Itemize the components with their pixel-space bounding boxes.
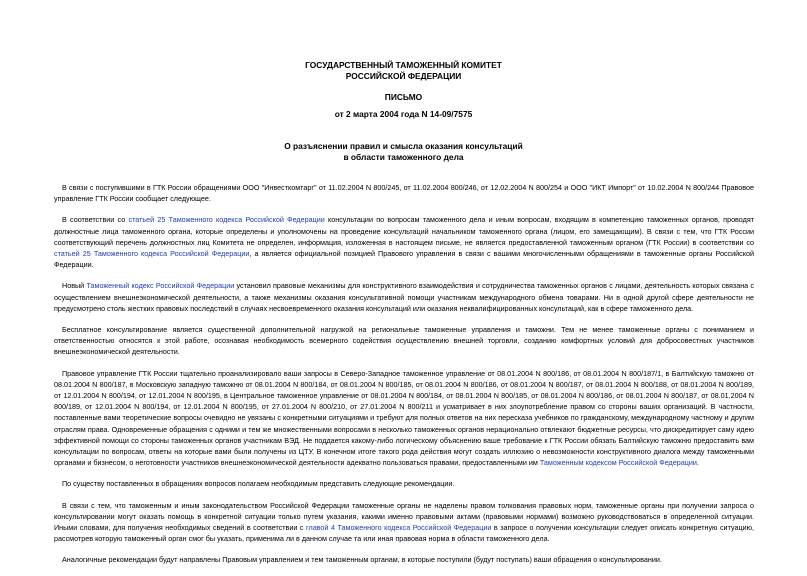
paragraph-3-text-b: установил правовые механизмы для конструктивного взаимодействия и сотрудничества таможенных органов с лицами, деятельность которых связана с осуществлением внешнеэкономической деятельности, а также механизмы оказания консультативной помощи участникам международного обмена товарами. Ни в одной другой сфере деятельности не предусмотрено столь жестких правовых последствий в случаях несвоевременного оказания консультаций или оказания неквалифицированных консультаций, как в сфере таможенного дела. bbox=[54, 281, 754, 313]
paragraph-8: Аналогичные рекомендации будут направлены Правовым управлением и тем таможенным органам, в которые поступили (будут поступать) ваши обращения о консультировании. bbox=[62, 555, 662, 565]
link-customs-code[interactable]: Таможенный кодекс Российской Федерации bbox=[86, 281, 235, 291]
paragraph-1: В связи с поступившими в ГТК России обращениями ООО "Инвесткомтарг" от 11.02.2004 N 800/245, от 11.02.2004 800/246, от 12.02.2004 N 800/254 и ООО "ИКТ Импорт" от 10.02.2004 N 800/244 Правовое управление ГТК России сообщает следующее. bbox=[54, 183, 754, 204]
link-chapter-4-customs-code[interactable]: главой 4 Таможенного кодекса Российской Федерации bbox=[306, 523, 492, 533]
paragraph-5 bbox=[54, 368, 754, 469]
title-line-2: в области таможенного дела bbox=[343, 152, 464, 162]
paragraph-5-text-a: Правовое управление ГТК России тщательно проанализировало ваши запросы в Северо-Западное таможенное управление от 08.01.2004 N 800/186, от 08.01.2004 N 800/187/1, в Балтийскую таможню от 08.01.2004 N 800/187, в Московскую западную таможню от 08.01.2004 N 800/184, от 08.01.2004 N 800/185, от 08.01.2004 N 800/186, от 08.01.2004 N 800/187, от 08.01.2004 N 800/188, от 08.01.2004 N 800/189, от 12.01.2004 N 800/194, от 12.01.2004 N 800/195, в Центральное таможенное управление от 08.01.2004 N 800/184, от 08.01.2004 N 800/185, от 08.01.2004 N 800/186, от 08.01.2004 N 800/187, от 08.01.2004 N 800/189, от 12.01.2004 N 800/194, от 12.01.2004 N 800/195, от 27.01.2004 N 800/210, от 27.01.2004 N 800/211 и усматривает в них злоупотребление правом со стороны ваших организаций. В частности, поставленные вами теоретические вопросы очевидно не увязаны с конкретными ситуациями и требуют для полных ответов на них пересказа учебников по гражданскому, международному частному и другим отраслям права. Одновременные обращения с одними и тем же множественными вопросами в несколько таможенных органов нерационально отвлекают бюджетные ресурсы, что дискредитирует саму идею эффективной помощи со стороны таможенных органов участникам ВЭД. Не поддается какому-либо логическому объяснению ваше требование к ГТК России обязать Балтийскую таможню предоставить вам консультации по вопросам, ответы на которые вами были получены из ЦТУ. В конечном итоге такого рода действия могут создать иллюзию о невозможности конструктивного диалога между таможенными органами и бизнесом, о неготовности участников внешнеэкономической деятельности адекватно пользоваться правами, предоставленными им bbox=[54, 368, 754, 468]
link-article-25-customs-code[interactable]: статьей 25 Таможенного кодекса Российской Федерации bbox=[128, 215, 325, 225]
document-body bbox=[54, 182, 754, 576]
link-article-25-customs-code-2[interactable]: статьей 25 Таможенного кодекса Российской Федерации bbox=[54, 249, 250, 259]
paragraph-7-text-a: В связи с тем, что таможенным и иным законодательством Российской Федерации таможенные органы не наделены правом толкования правовых норм, таможенные органы при получении запроса о консультировании могут оказать помощь в конкретной ситуации только путем указания, какими именно правовыми актами (правовыми нормами) возможно руководствоваться в определенной ситуации. Иными словами, для получения необходимых сведений в соответствии с bbox=[54, 500, 754, 533]
paragraph-3 bbox=[54, 280, 754, 314]
paragraph-3-text-a: Новый bbox=[62, 281, 87, 291]
paragraph-7-text-b: в запросе о получении консультации следует описать конкретную ситуацию, рассмотрев которую таможенный орган смог бы указать, применима ли в данном случае та или иная правовая норма в области таможенного дела. bbox=[54, 523, 754, 544]
title-line-1: О разъяснении правил и смысла оказания консультаций bbox=[284, 141, 523, 151]
paragraph-6: По существу поставленных в обращениях вопросов полагаем необходимым представить следующие рекомендации. bbox=[62, 479, 455, 489]
document-type: ПИСЬМО bbox=[384, 92, 423, 102]
agency-line-1: ГОСУДАРСТВЕННЫЙ ТАМОЖЕННЫЙ КОМИТЕТ bbox=[305, 60, 502, 70]
agency-line-2: РОССИЙСКОЙ ФЕДЕРАЦИИ bbox=[345, 71, 462, 81]
paragraph-2-text-a: В соответствии со bbox=[62, 215, 129, 225]
agency-name bbox=[0, 60, 807, 82]
paragraph-4: Бесплатное консультирование является существенной дополнительной нагрузкой на региональные таможенные управления и таможни. Тем не менее таможенные органы с пониманием и ответственностью относятся к этой работе, осознавая необходимость всемерного содействия осуществлению внешней торговли, созданию комфортных условий для добросовестных участников внешнеэкономической деятельности. bbox=[54, 325, 754, 357]
link-customs-code-2[interactable]: Таможенным кодексом Российской Федерации bbox=[539, 458, 697, 468]
document-title bbox=[0, 141, 807, 163]
paragraph-2-text-c: , а является официальной позицией Правового управления в связи с вашими многочисленными обращениями в таможенные органы Российской Федерации. bbox=[54, 249, 754, 270]
paragraph-2-text-b: консультации по вопросам таможенного дела и иным вопросам, входящим в компетенцию таможенных органов, проводят должностные лица таможенного органа, которые определены и уполномочены на проведение консультаций начальником таможенного органа (лицом, его замещающим). В связи с тем, что ГТК России соответствующий перечень должностных лиц Комитета не определен, информация, изложенная в настоящем письме, не является предоставленной таможенным органом (ГТК России) в соответствии со bbox=[54, 215, 755, 247]
paragraph-7 bbox=[54, 500, 754, 545]
paragraph-2 bbox=[54, 214, 754, 270]
document-date-number: от 2 марта 2004 года N 14-09/7575 bbox=[334, 109, 473, 119]
paragraph-5-text-b: . bbox=[696, 458, 699, 468]
